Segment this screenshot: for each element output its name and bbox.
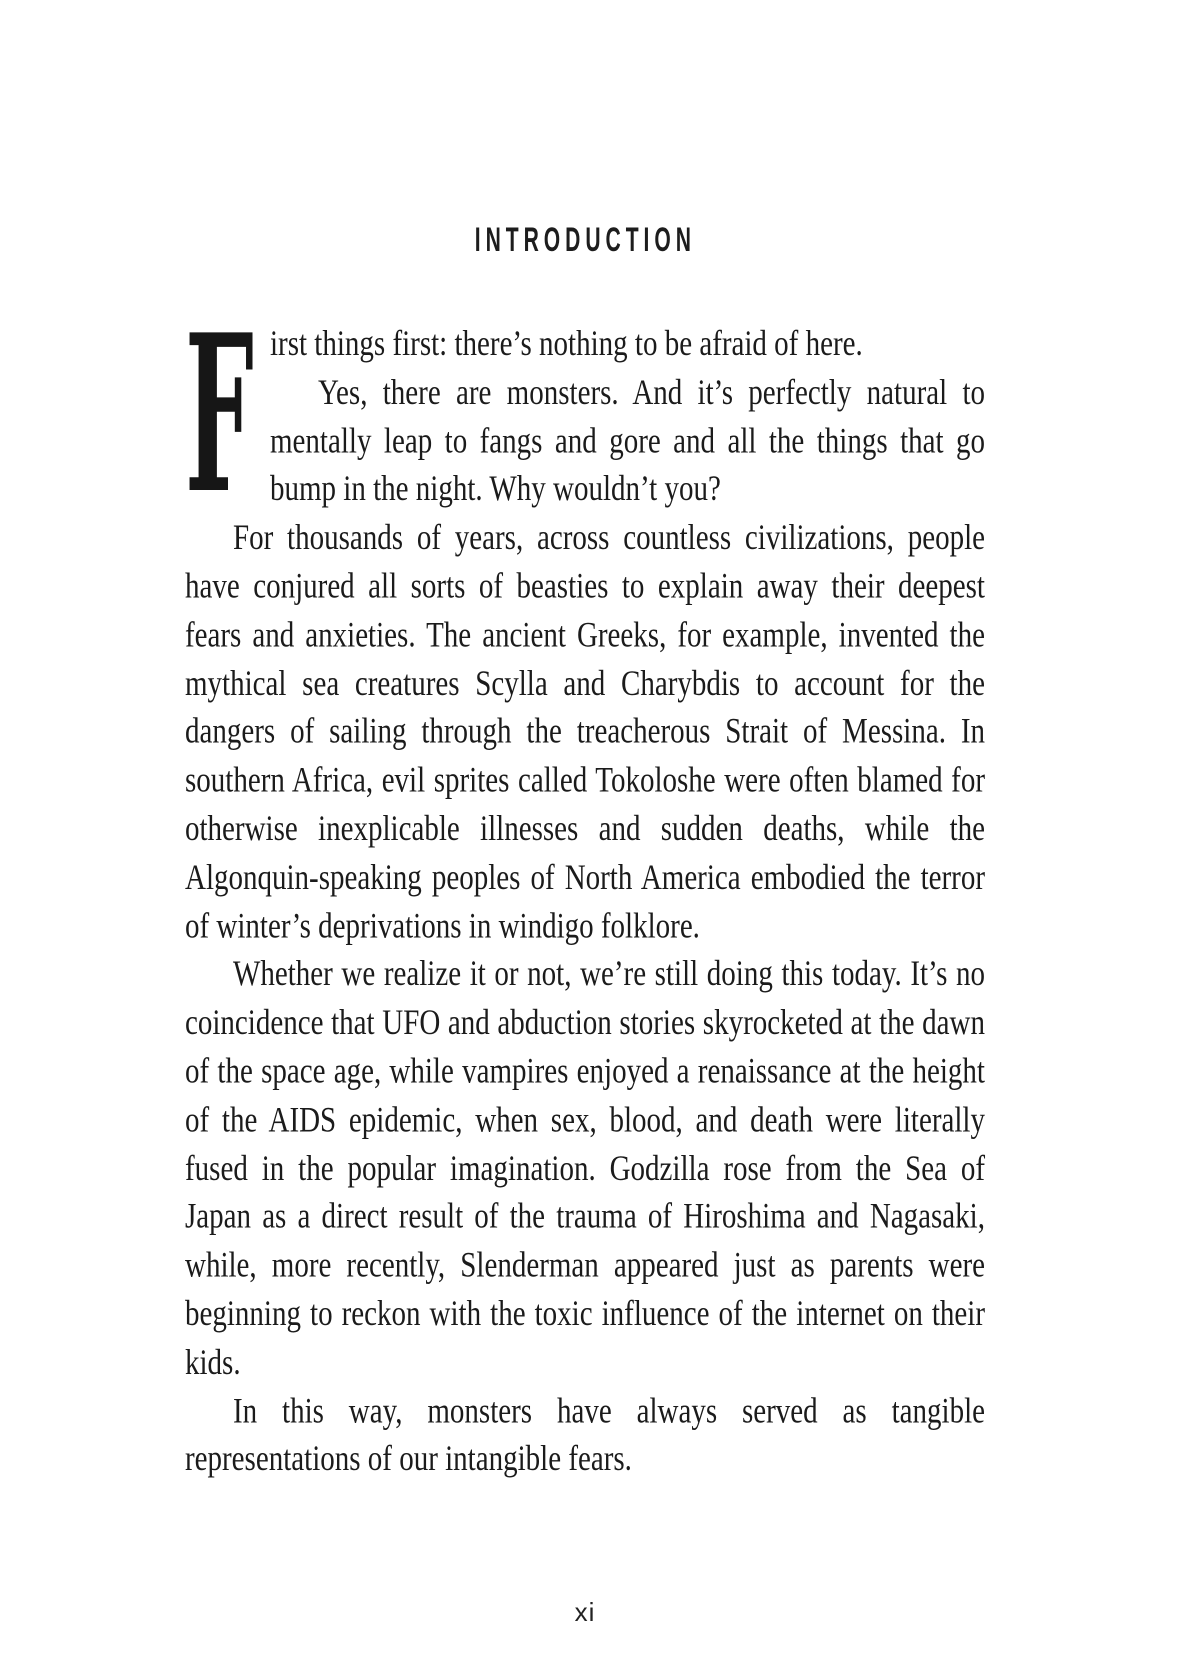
drop-cap-letter: F — [185, 287, 254, 542]
paragraph: In this way, monsters have always served as tangible representations of our intangible fears. — [185, 1390, 985, 1480]
paragraph-text: irst things first: there’s nothing to be afraid of here. — [270, 323, 863, 364]
chapter-title-text: INTRODUCTION — [474, 221, 696, 259]
paragraph: For thousands of years, across countless civilizations, people have conjured all sorts of beasties to explain away their deepest fears and anxieties. The ancient Greeks, for example, invented the mythical sea creatures Scylla and Charybdis to account for the dangers of sailing through the treacherous Strait of Messina. In southern Africa, evil sprites called Tokoloshe were often blamed for otherwise inexplicable illnesses and sudden deaths, while the Algonquin-speaking peoples of North America embodied the terror of winter’s deprivations in windigo folklore. — [185, 517, 985, 946]
drop-cap — [185, 287, 270, 542]
paragraph: Yes, there are monsters. And it’s perfectly natural to mentally leap to fangs and gore and all the things that go bump in the night. Why wouldn’t you? — [270, 372, 985, 510]
chapter-title — [185, 222, 985, 259]
body-text — [185, 287, 985, 1484]
paragraph: Whether we realize it or not, we’re still doing this today. It’s no coincidence that UFO and abduction stories skyrocketed at the dawn of the space age, while vampires enjoyed a renaissance at the height of the AIDS epidemic, when sex, blood, and death were literally fused in the popular imagination. Godzilla rose from the Sea of Japan as a direct result of the trauma of Hiroshima and Nagasaki, while, more recently, Slenderman appeared just as parents were beginning to reckon with the toxic influence of the internet on their kids. — [185, 954, 985, 1383]
page-number: xi — [574, 1597, 596, 1627]
